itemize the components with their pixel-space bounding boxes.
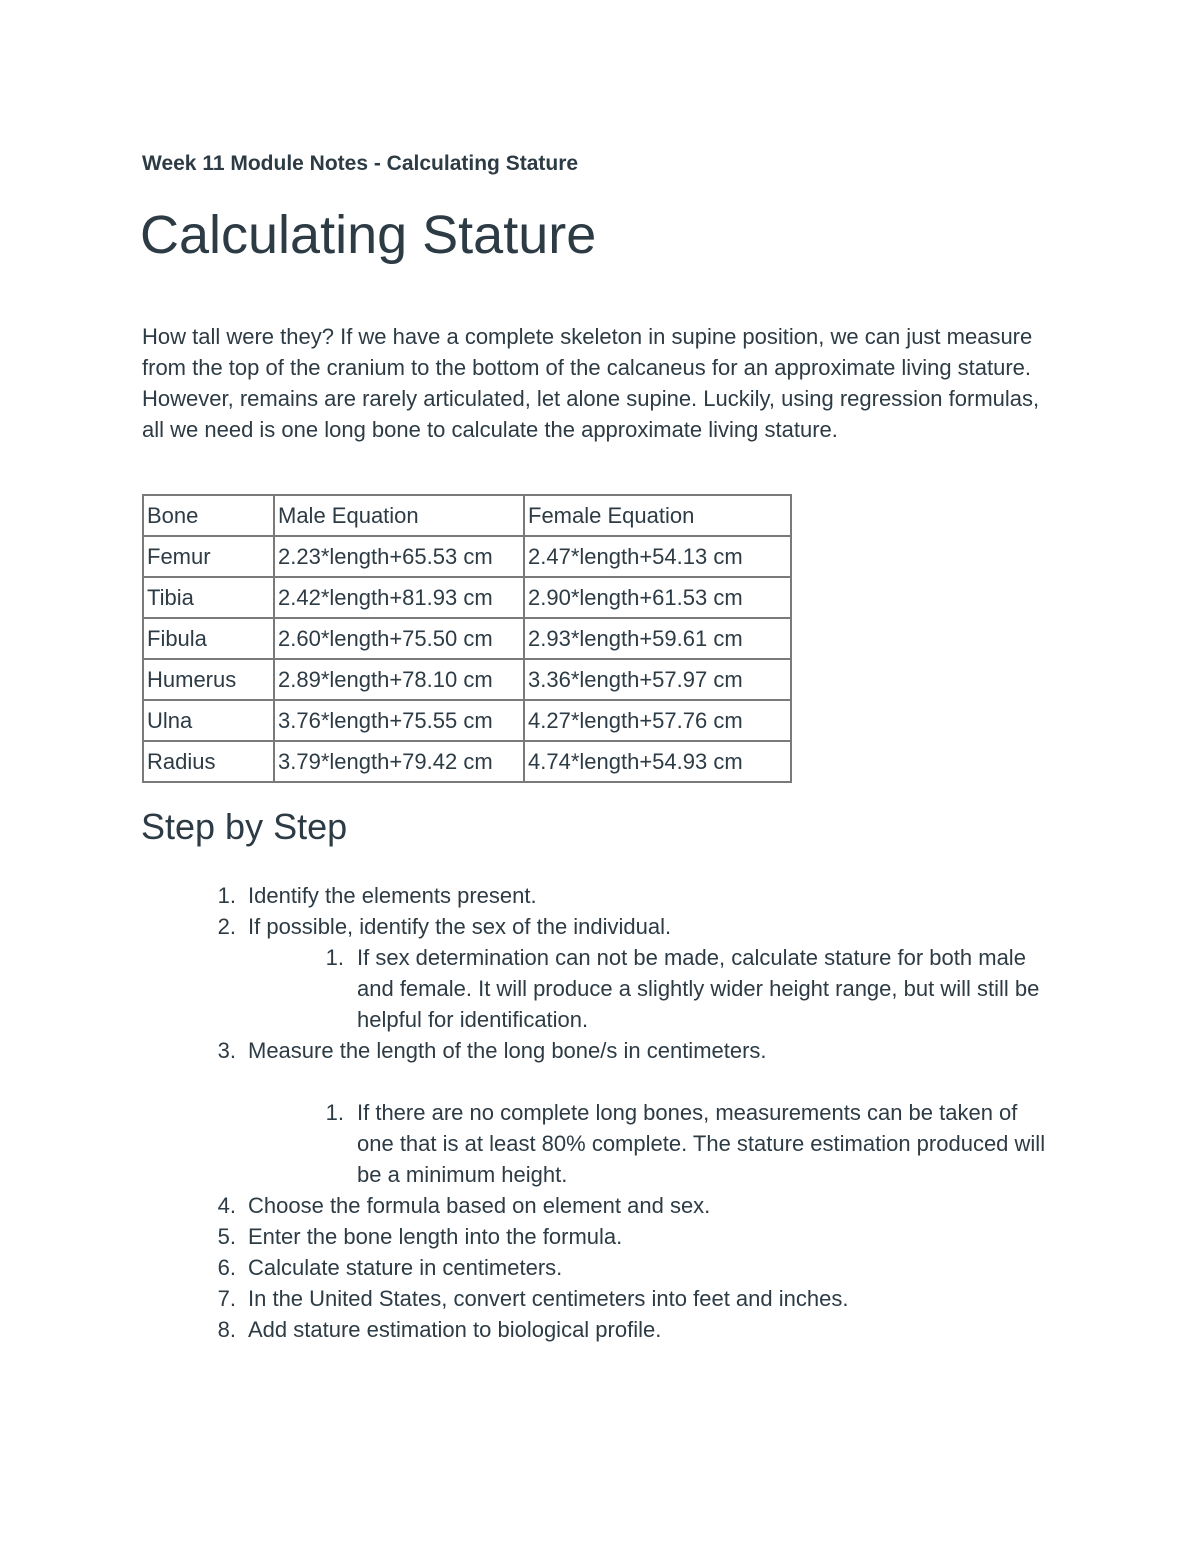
male-equation-cell: 2.23*length+65.53 cm (274, 536, 524, 577)
list-text: Enter the bone length into the formula. (248, 1224, 623, 1249)
table-header-row (143, 495, 791, 536)
female-equation-cell: 2.93*length+59.61 cm (524, 618, 791, 659)
header-bone: Bone (143, 495, 274, 536)
list-text: If sex determination can not be made, calculate stature for both male and female. It will produce a slightly wider height range, but will still be helpful for identification. (357, 945, 1040, 1032)
list-number: 1. (325, 945, 344, 970)
male-equation-cell: 2.89*length+78.10 cm (274, 659, 524, 700)
bone-cell: Ulna (143, 700, 274, 741)
female-equation-cell: 3.36*length+57.97 cm (524, 659, 791, 700)
table-row (143, 741, 791, 782)
list-text: Choose the formula based on element and sex. (248, 1193, 711, 1218)
list-number: 1. (217, 883, 236, 908)
table-row (143, 659, 791, 700)
female-equation-cell: 2.47*length+54.13 cm (524, 536, 791, 577)
male-equation-cell: 3.79*length+79.42 cm (274, 741, 524, 782)
list-text: Calculate stature in centimeters. (248, 1255, 563, 1280)
step-by-step-heading: Step by Step (141, 806, 348, 847)
page-title: Calculating Stature (140, 205, 597, 265)
list-text: In the United States, convert centimeters into feet and inches. (248, 1286, 849, 1311)
bone-cell: Humerus (143, 659, 274, 700)
bone-cell: Femur (143, 536, 274, 577)
list-text: If there are no complete long bones, measurements can be taken of one that is at least 80% complete. The stature estimation produced will be a minimum height. (357, 1100, 1046, 1187)
male-equation-cell: 2.42*length+81.93 cm (274, 577, 524, 618)
module-title: Week 11 Module Notes - Calculating Stature (142, 152, 579, 175)
male-equation-cell: 2.60*length+75.50 cm (274, 618, 524, 659)
list-text: If possible, identify the sex of the individual. (248, 914, 672, 939)
stature-equations-table (142, 494, 792, 783)
female-equation-cell: 4.27*length+57.76 cm (524, 700, 791, 741)
bone-cell: Radius (143, 741, 274, 782)
table-row (143, 618, 791, 659)
header-male-equation: Male Equation (274, 495, 524, 536)
list-number: 1. (325, 1100, 344, 1125)
list-number: 8. (217, 1317, 236, 1342)
header-female-equation: Female Equation (524, 495, 791, 536)
list-number: 6. (217, 1255, 236, 1280)
table-row (143, 536, 791, 577)
list-text: Add stature estimation to biological profile. (248, 1317, 662, 1342)
bone-cell: Tibia (143, 577, 274, 618)
intro-paragraph: How tall were they? If we have a complete skeleton in supine position, we can just measure from the top of the cranium to the bottom of the calcaneus for an approximate living stature. However, remains are rarely articulated, let alone supine. Luckily, using regression formulas, all we need is one long bone to calculate the approximate living stature. (142, 324, 1040, 442)
list-number: 7. (217, 1286, 236, 1311)
male-equation-cell: 3.76*length+75.55 cm (274, 700, 524, 741)
bone-cell: Fibula (143, 618, 274, 659)
list-number: 5. (217, 1224, 236, 1249)
list-number: 3. (217, 1038, 236, 1063)
list-text: Identify the elements present. (248, 883, 537, 908)
list-number: 2. (217, 914, 236, 939)
female-equation-cell: 4.74*length+54.93 cm (524, 741, 791, 782)
table-row (143, 577, 791, 618)
table-row (143, 700, 791, 741)
list-text: Measure the length of the long bone/s in centimeters. (248, 1038, 767, 1063)
list-number: 4. (217, 1193, 236, 1218)
female-equation-cell: 2.90*length+61.53 cm (524, 577, 791, 618)
